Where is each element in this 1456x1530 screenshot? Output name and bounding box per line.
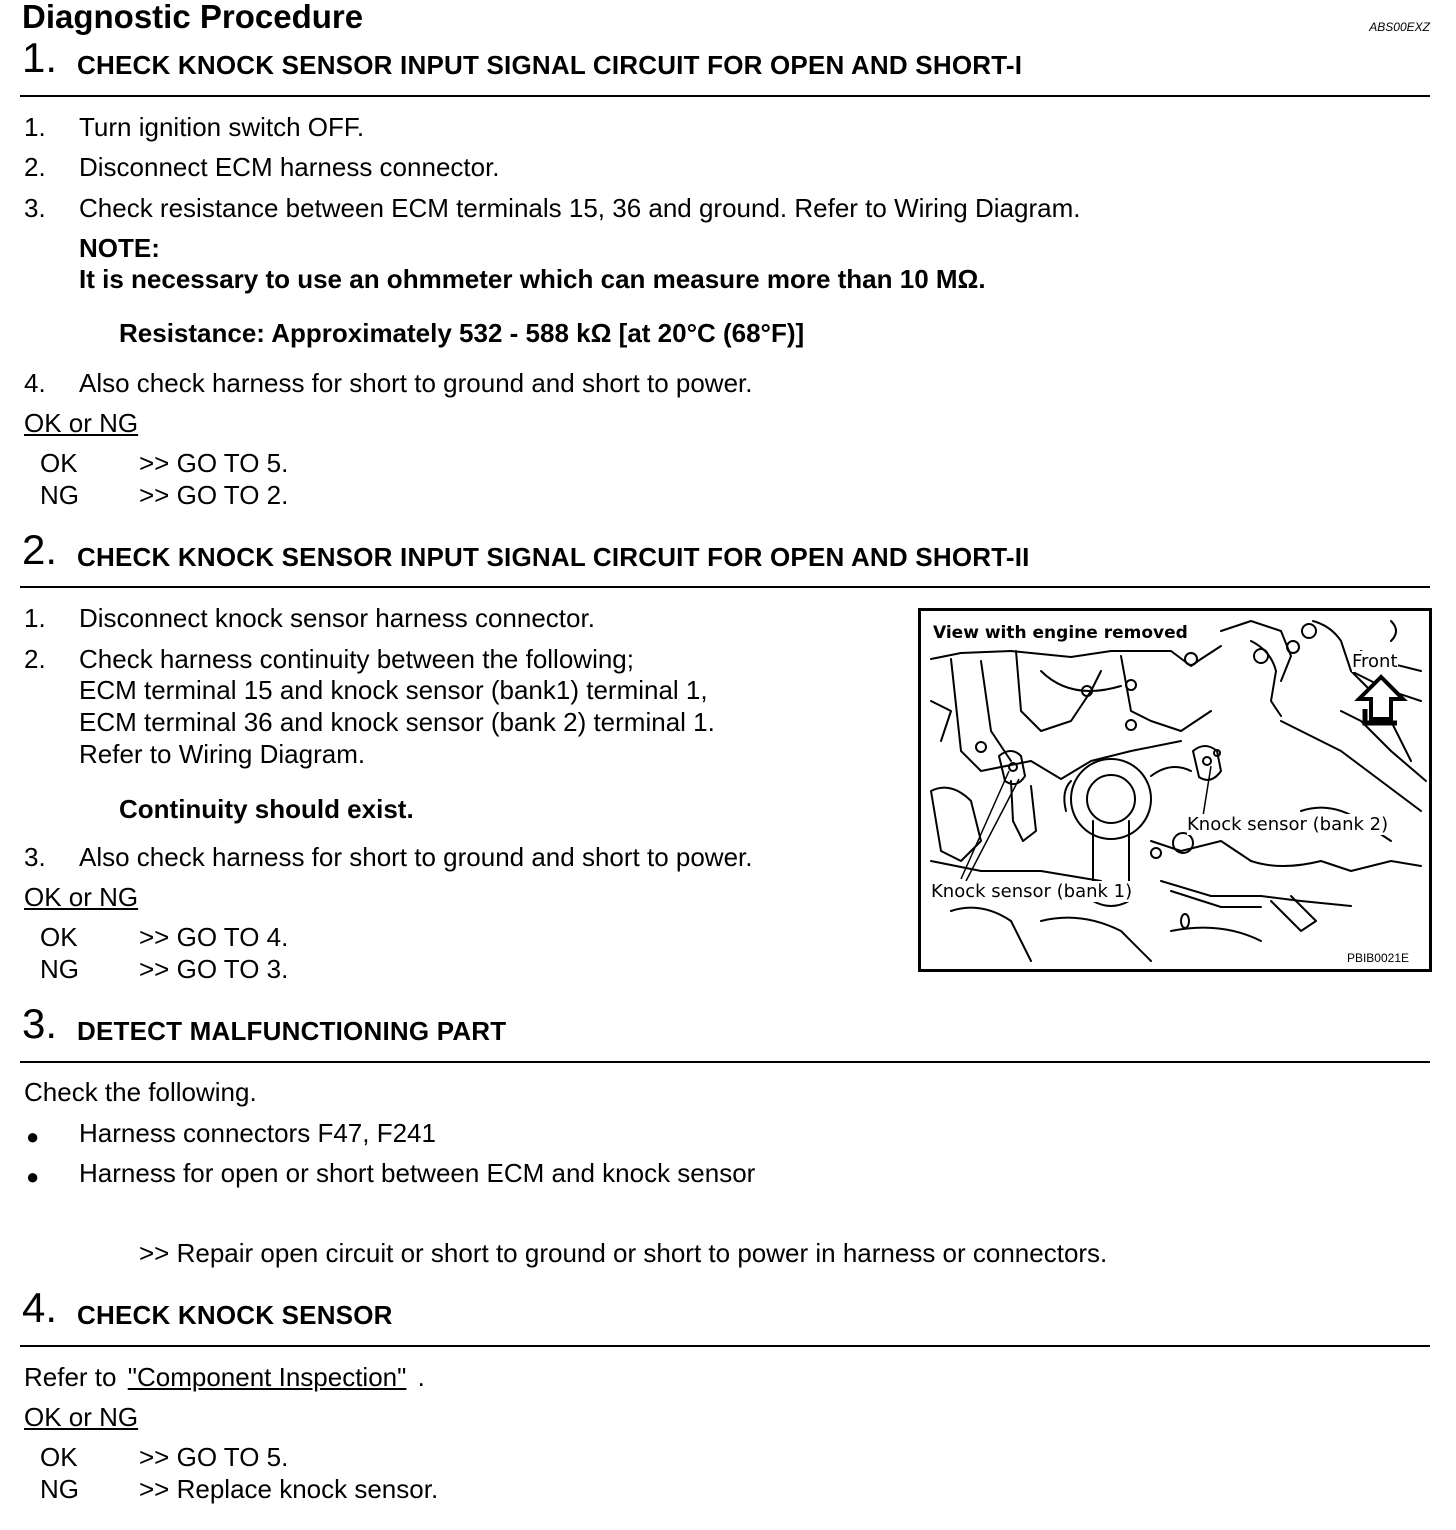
step-3-action: >> Repair open circuit or short to ground or short to power in harness or connectors. bbox=[139, 1238, 1108, 1268]
figure-code: PBIB0021E bbox=[1346, 951, 1409, 965]
step-1-divider bbox=[20, 95, 1430, 97]
step-4-result-ng-action: >> Replace knock sensor. bbox=[139, 1474, 439, 1504]
bullet-icon: ● bbox=[26, 1164, 40, 1189]
knock-sensor-bank1-label: Knock sensor (bank 1) bbox=[931, 881, 1133, 902]
step-3-bullet-1: Harness connectors F47, F241 bbox=[79, 1118, 436, 1148]
step-3-title: DETECT MALFUNCTIONING PART bbox=[77, 1016, 507, 1046]
step-3-bullet-2: Harness for open or short between ECM and knock sensor bbox=[79, 1158, 756, 1188]
front-label: Front bbox=[1352, 651, 1398, 672]
step-2-continuation-1: ECM terminal 15 and knock sensor (bank1) terminal 1, bbox=[79, 675, 708, 705]
step-1-spec: Resistance: Approximately 532 - 588 kΩ [at 20°C (68°F)] bbox=[119, 318, 805, 348]
step-2-item-2-number: 2. bbox=[24, 644, 46, 674]
step-4-result-ok-code: OK bbox=[40, 1442, 78, 1472]
front-arrow-icon bbox=[1359, 677, 1403, 723]
step-2-item-3-text: Also check harness for short to ground and short to power. bbox=[79, 842, 753, 872]
step-1-item-4-number: 4. bbox=[24, 368, 46, 398]
step-2-continuation-3: Refer to Wiring Diagram. bbox=[79, 739, 366, 769]
step-4-ok-ng-label: OK or NG bbox=[24, 1402, 139, 1432]
component-inspection-link[interactable]: "Component Inspection" bbox=[127, 1362, 407, 1392]
step-1-note-text: It is necessary to use an ohmmeter which can measure more than 10 MΩ. bbox=[79, 264, 986, 294]
step-1-note-label: NOTE: bbox=[79, 233, 160, 263]
bullet-icon: ● bbox=[26, 1124, 40, 1149]
step-1-item-2-text: Disconnect ECM harness connector. bbox=[79, 152, 500, 182]
step-1-result-ok-code: OK bbox=[40, 448, 78, 478]
step-2-ok-ng-label: OK or NG bbox=[24, 882, 139, 912]
page-title: Diagnostic Procedure bbox=[22, 0, 364, 35]
step-1-item-3-number: 3. bbox=[24, 193, 46, 223]
step-1-result-ng-code: NG bbox=[40, 480, 79, 510]
step-1-title: CHECK KNOCK SENSOR INPUT SIGNAL CIRCUIT FOR OPEN AND SHORT-I bbox=[77, 50, 1023, 80]
step-2-result-ok-action: >> GO TO 4. bbox=[139, 922, 289, 952]
step-2-number: 2. bbox=[22, 526, 58, 573]
step-1-item-1-text: Turn ignition switch OFF. bbox=[79, 112, 365, 142]
step-2-title: CHECK KNOCK SENSOR INPUT SIGNAL CIRCUIT FOR OPEN AND SHORT-II bbox=[77, 542, 1030, 572]
step-1-item-2-number: 2. bbox=[24, 152, 46, 182]
step-2-spec: Continuity should exist. bbox=[119, 794, 414, 824]
step-4-title: CHECK KNOCK SENSOR bbox=[77, 1300, 393, 1330]
step-4-result-ng-code: NG bbox=[40, 1474, 79, 1504]
step-2-item-1-number: 1. bbox=[24, 603, 46, 633]
step-1-number: 1. bbox=[22, 34, 58, 81]
step-1-item-4-text: Also check harness for short to ground and short to power. bbox=[79, 368, 753, 398]
engine-illustration bbox=[918, 608, 1432, 972]
step-1-result-ng-action: >> GO TO 2. bbox=[139, 480, 289, 510]
refer-suffix: . bbox=[417, 1362, 425, 1392]
step-3-divider bbox=[20, 1061, 1430, 1063]
step-3-number: 3. bbox=[22, 1000, 58, 1047]
step-2-item-1-text: Disconnect knock sensor harness connector. bbox=[79, 603, 595, 633]
step-4-result-ok-action: >> GO TO 5. bbox=[139, 1442, 289, 1472]
step-2-result-ng-code: NG bbox=[40, 954, 79, 984]
document-code: ABS00EXZ bbox=[1369, 20, 1430, 34]
step-2-divider bbox=[20, 586, 1430, 588]
step-2-result-ng-action: >> GO TO 3. bbox=[139, 954, 289, 984]
knock-sensor-bank2-label: Knock sensor (bank 2) bbox=[1187, 814, 1389, 835]
step-3-intro: Check the following. bbox=[24, 1077, 257, 1107]
step-1-result-ok-action: >> GO TO 5. bbox=[139, 448, 289, 478]
refer-prefix: Refer to bbox=[24, 1362, 117, 1392]
step-2-result-ok-code: OK bbox=[40, 922, 78, 952]
step-4-number: 4. bbox=[22, 1284, 58, 1331]
figure-caption: View with engine removed bbox=[933, 623, 1188, 643]
step-2-continuation-2: ECM terminal 36 and knock sensor (bank 2) terminal 1. bbox=[79, 707, 715, 737]
step-2-item-2-text: Check harness continuity between the following; bbox=[79, 644, 634, 674]
step-4-refer bbox=[24, 1362, 425, 1393]
step-1-item-3-text: Check resistance between ECM terminals 15, 36 and ground. Refer to Wiring Diagram. bbox=[79, 193, 1081, 223]
step-1-ok-ng-label: OK or NG bbox=[24, 408, 139, 438]
step-4-divider bbox=[20, 1345, 1430, 1347]
step-2-item-3-number: 3. bbox=[24, 842, 46, 872]
step-1-item-1-number: 1. bbox=[24, 112, 46, 142]
